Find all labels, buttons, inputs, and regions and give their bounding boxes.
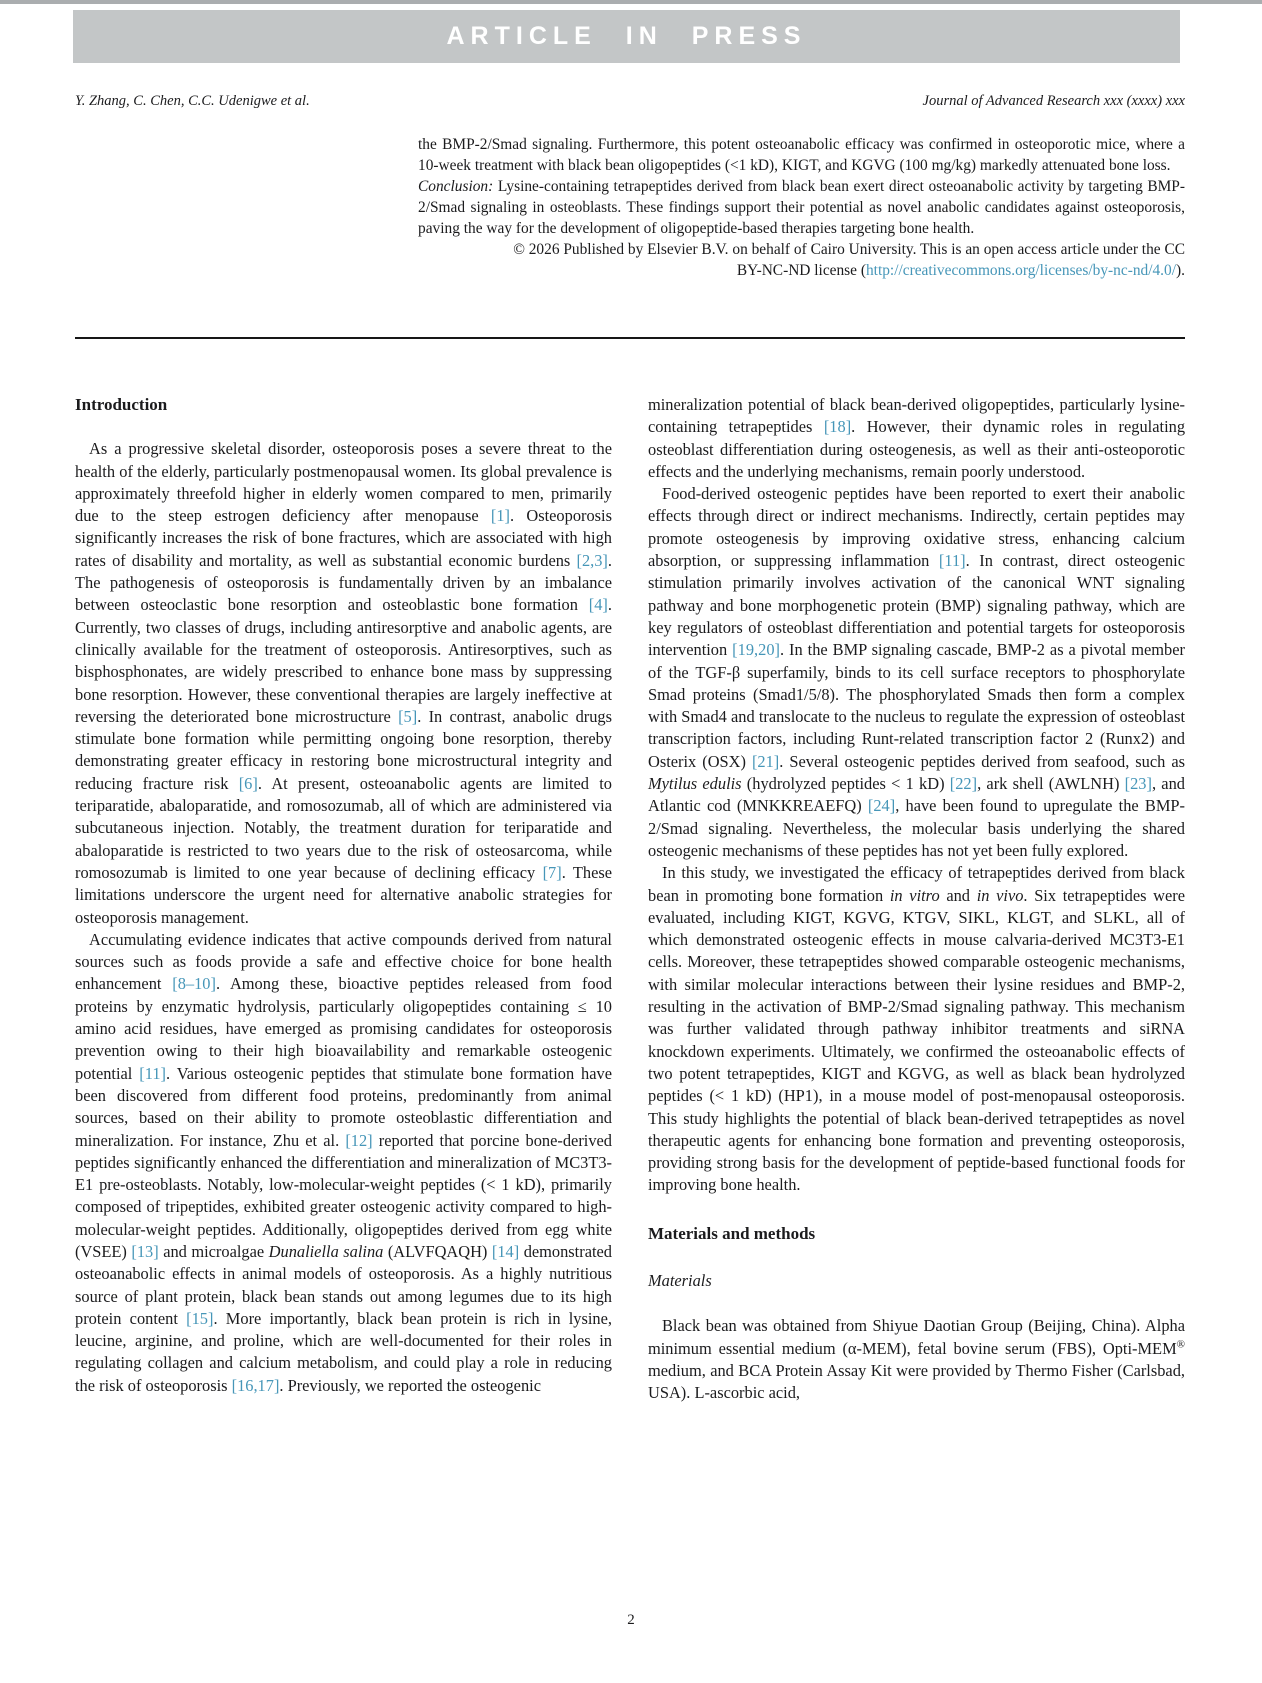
superscript: ®: [1176, 1338, 1185, 1351]
left-column: [75, 394, 612, 1397]
page-number: 2: [627, 1612, 635, 1628]
italic-text: in vivo: [976, 885, 1024, 905]
materials-subheading: Materials: [648, 1270, 712, 1290]
text-segment: Food-derived osteogenic peptides have been reported to exert their anabolic effects through direct or indirect mechanisms. Indirectly, certain peptides may promote osteogenesis by improving oxidative stress, enhancing calcium absorption, or suppressing inflammation: [648, 484, 1185, 571]
text-segment: BY-NC-ND license (: [736, 262, 866, 279]
paragraph: [648, 394, 1185, 483]
text-segment: (ALVFQAQH): [383, 1241, 492, 1261]
materials-body: [648, 1315, 1185, 1404]
text-segment: , ark shell (AWLNH): [977, 774, 1125, 794]
introduction-body: [75, 438, 612, 1397]
running-head-authors: Y. Zhang, C. Chen, C.C. Udenigwe et al.: [75, 93, 310, 109]
citation-link[interactable]: [18]: [823, 417, 852, 437]
citation-link[interactable]: [21]: [751, 751, 780, 771]
text-segment: In this study, we investigated the efficacy of tetrapeptides derived from black bean in promoting bone formation: [648, 863, 1185, 905]
citation-link[interactable]: [2,3]: [576, 550, 608, 570]
text-segment: . The pathogenesis of osteoporosis is fundamentally driven by an imbalance between osteoclastic bone resorption and osteoblastic bone formation: [75, 550, 612, 615]
citation-link[interactable]: [13]: [131, 1241, 159, 1261]
materials-methods-heading: Materials and methods: [648, 1223, 816, 1243]
italic-text: Mytilus edulis: [648, 774, 742, 794]
text-segment: and: [939, 885, 977, 905]
italic-text: in vitro: [889, 885, 940, 905]
abstract-continuation: [418, 134, 1185, 281]
citation-link[interactable]: [5]: [398, 706, 418, 726]
citation-link[interactable]: [8–10]: [172, 974, 216, 994]
text-segment: . In the BMP signaling cascade, BMP-2 as a pivotal member of the TGF-β superfamily, binds to its cell surface receptors to phosphorylate Smad proteins (Smad1/5/8). The phosphorylated Smads then form a complex with Smad4 and translocate to the nucleus to regulate the expression of osteoblast transcription factors, including Runt-related transcription factor 2 (Runx2) and Osterix (OSX): [648, 640, 1185, 771]
right-column-body-top: [648, 394, 1185, 1197]
article-in-press-banner: [73, 10, 1180, 63]
text-segment: . These limitations underscore the urgent need for alternative anabolic strategies for osteoporosis management.: [75, 862, 612, 927]
text-segment: . However, their dynamic roles in regulating osteoblast differentiation during osteogenesis, as well as their anti-osteoporotic effects and the underlying mechanisms, remain poorly understood.: [648, 417, 1186, 481]
banner-text: ARTICLE IN PRESS: [446, 22, 807, 50]
citation-link[interactable]: [14]: [491, 1241, 520, 1261]
text-segment: the BMP-2/Smad signaling. Furthermore, this potent osteoanabolic efficacy was confirmed in osteoporotic mice, where a 10-week treatment with black bean oligopeptides (<1 kD), KIGT, and KGVG (100 mg/kg) markedly attenuated bone loss.: [418, 136, 1185, 174]
paragraph: [648, 483, 1185, 862]
citation-link[interactable]: [11]: [938, 551, 966, 571]
header-divider: [75, 337, 1185, 339]
text-segment: . Six tetrapeptides were evaluated, including KIGT, KGVG, KTGV, SIKL, KLGT, and SLKL, all of which demonstrated osteogenic effects in mouse calvaria-derived MC3T3-E1 cells. Moreover, these tetrapeptides showed comparable osteogenic mechanisms, with similar molecular interactions between their lysine residues and BMP-2, resulting in the activation of BMP-2/Smad signaling pathway. This mechanism was further validated through pathway inhibitor treatments and siRNA knockdown experiments. Ultimately, we confirmed the osteoanabolic effects of two potent tetrapeptides, KIGT and KGVG, as well as black bean hydrolyzed peptides (< 1 kD) (HP1), in a mouse model of post-menopausal osteoporosis. This study highlights the potential of black bean-derived tetrapeptides as novel therapeutic agents for enhancing bone formation and preventing osteoporosis, providing strong basis for the development of peptide-based functional foods for improving bone health.: [648, 885, 1185, 1195]
text-segment: Accumulating evidence indicates that active compounds derived from natural sources such as foods provide a safe and effective choice for bone health enhancement: [75, 929, 612, 994]
citation-link[interactable]: [16,17]: [231, 1375, 280, 1395]
text-segment: reported that porcine bone-derived peptides significantly enhanced the differentiation and mineralization of MC3T3-E1 pre-osteoblasts. Notably, low-molecular-weight peptides (< 1 kD), primarily composed of tripeptides, exhibited greater osteogenic activity compared to high-molecular-weight peptides. Additionally, oligopeptides derived from egg white (VSEE): [75, 1130, 612, 1261]
text-segment: . Several osteogenic peptides derived from seafood, such as: [779, 751, 1185, 771]
text-segment: . In contrast, anabolic drugs stimulate bone formation while permitting ongoing bone resorption, thereby demonstrating greater efficacy in restoring bone microstructural integrity and reducing fracture risk: [75, 706, 612, 793]
copyright-line: [418, 239, 1185, 260]
abstract-paragraph: [418, 134, 1185, 176]
citation-link[interactable]: [6]: [238, 773, 258, 793]
paragraph: [648, 1315, 1185, 1404]
citation-link[interactable]: [19,20]: [732, 640, 780, 660]
italic-text: Dunaliella salina: [268, 1241, 384, 1261]
conclusion-label: Conclusion:: [418, 178, 494, 195]
text-segment: . Osteoporosis significantly increases the risk of bone fractures, which are associated with high rates of disability and mortality, as well as substantial economic burdens: [75, 506, 612, 570]
text-segment: © 2026 Published by Elsevier B.V. on behalf of Cairo University. This is an open access article under the CC: [513, 241, 1185, 258]
citation-link[interactable]: [1]: [490, 506, 511, 526]
citation-link[interactable]: [23]: [1124, 774, 1152, 794]
text-segment: medium, and BCA Protein Assay Kit were provided by Thermo Fisher (Carlsbad, USA). L-ascorbic acid,: [648, 1360, 1185, 1403]
text-segment: . In contrast, direct osteogenic stimulation primarily involves activation of the canonical WNT signaling pathway and bone morphogenetic protein (BMP) signaling pathway, which are key regulators of osteoblast differentiation and potential targets for osteoporosis intervention: [648, 551, 1185, 660]
text-segment: , have been found to upregulate the BMP-2/Smad signaling. Nevertheless, the molecular basis underlying the shared osteogenic mechanisms of these peptides has not yet been fully explored.: [648, 796, 1185, 860]
citation-link[interactable]: [15]: [186, 1308, 214, 1328]
text-segment: . More importantly, black bean protein is rich in lysine, leucine, arginine, and proline, which are well-documented for their roles in regulating collagen and calcium metabolism, and could play a role in reducing the risk of osteoporosis: [75, 1308, 612, 1395]
text-segment: . Previously, we reported the osteogenic: [279, 1375, 541, 1395]
citation-link[interactable]: [22]: [949, 774, 978, 794]
text-segment: demonstrated osteoanabolic effects in animal models of osteoporosis. As a highly nutritious source of plant protein, black bean stands out among legumes due to its high protein content: [75, 1241, 612, 1328]
abstract-conclusion: [418, 176, 1185, 239]
top-border: [0, 0, 1262, 4]
text-segment: . At present, osteoanabolic agents are limited to teriparatide, abaloparatide, and romosozumab, all of which are administered via subcutaneous injection. Notably, the treatment duration for teriparatide and abaloparatide is restricted to two years due to the risk of osteosarcoma, while romosozumab is limited to one year because of declining efficacy: [75, 773, 612, 882]
text-segment: and microalgae: [158, 1241, 269, 1261]
text-segment: . Various osteogenic peptides that stimulate bone formation have been discovered from different food proteins, predominantly from animal sources, based on their ability to promote osteoblastic differentiation and mineralization. For instance, Zhu et al.: [75, 1063, 613, 1150]
text-segment: As a progressive skeletal disorder, osteoporosis poses a severe threat to the health of the elderly, particularly postmenopausal women. Its global prevalence is approximately threefold higher in elderly women compared to men, primarily due to the steep estrogen deficiency after menopause: [75, 439, 612, 526]
text-segment: ).: [1176, 262, 1185, 279]
introduction-heading: Introduction: [75, 395, 168, 414]
running-head-journal: Journal of Advanced Research xxx (xxxx) xxx: [922, 93, 1185, 109]
paragraph: [75, 929, 612, 1397]
text-segment: (hydrolyzed peptides < 1 kD): [741, 774, 950, 794]
citation-link[interactable]: [4]: [588, 595, 608, 615]
text-segment: , and Atlantic cod (MNKKREAEFQ): [648, 774, 1185, 816]
citation-link[interactable]: [24]: [867, 796, 896, 816]
citation-link[interactable]: [7]: [542, 862, 562, 882]
text-segment: Black bean was obtained from Shiyue Daotian Group (Beijing, China). Alpha minimum essential medium (α-MEM), fetal bovine serum (FBS), Opti-MEM: [648, 1316, 1185, 1358]
license-url-link[interactable]: http://creativecommons.org/licenses/by-nc-nd/4.0/: [865, 262, 1177, 279]
text-segment: . Currently, two classes of drugs, including antiresorptive and anabolic agents, are clinically available for the treatment of osteoporosis. Antiresorptives, such as bisphosphonates, are widely prescribed to enhance bone mass by suppressing bone resorption. However, these conventional therapies are largely ineffective at reversing the deteriorated bone microstructure: [75, 595, 612, 726]
text-segment: . Among these, bioactive peptides released from food proteins by enzymatic hydrolysis, particularly oligopeptides containing ≤ 10 amino acid residues, have emerged as promising candidates for osteoporosis prevention owing to their high bioavailability and remarkable osteogenic potential: [75, 974, 612, 1083]
paragraph: [648, 862, 1185, 1196]
text-segment: mineralization potential of black bean-derived oligopeptides, particularly lysine-containing tetrapeptides: [648, 395, 1185, 437]
license-line: [418, 260, 1185, 281]
citation-link[interactable]: [11]: [139, 1063, 166, 1083]
paragraph: [75, 438, 612, 929]
text-segment: Lysine-containing tetrapeptides derived from black bean exert direct osteoanabolic activity by targeting BMP-2/Smad signaling in osteoblasts. These findings support their potential as novel anabolic candidates against osteoporosis, paving the way for the development of oligopeptide-based therapies targeting bone health.: [418, 178, 1185, 237]
right-column: [648, 394, 1185, 1404]
citation-link[interactable]: [12]: [345, 1130, 373, 1150]
